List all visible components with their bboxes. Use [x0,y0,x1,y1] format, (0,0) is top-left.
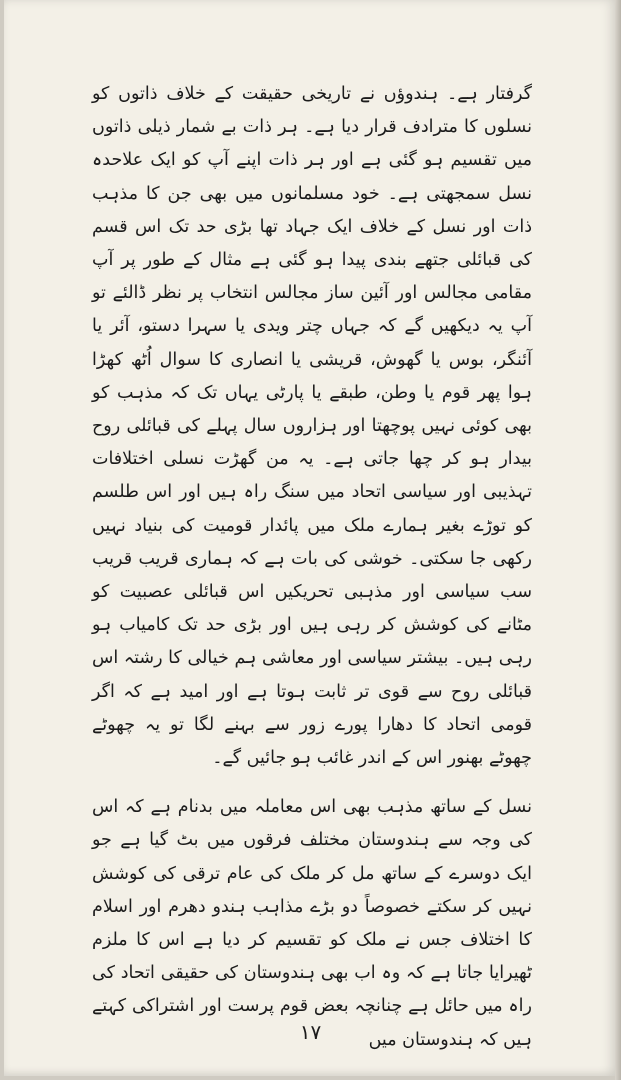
paragraph-2: نسل کے ساتھ مذہب بھی اس معاملہ میں بدنام ہے کہ اس کی وجہ سے ہندوستان مختلف فرقوں میں بٹ گیا ہے جو ایک دوسرے کے ساتھ مل کر ملک کی عام ترقی کی کوشش نہیں کر سکتے خصوصاً دو بڑے مذاہب ہندو دھرم اور اسلام کا اختلاف جس نے ملک کو تقسیم کر دیا ہے اس کا ملزم ٹھیرایا جاتا ہے کہ وہ اب بھی ہندوستان کی حقیقی اتحاد کی راہ میں حائل ہے چنانچہ بعض قوم پرست اور اشتراکی کہتے ہیں کہ ہندوستان میں [92,797,532,1050]
paragraph-1: گرفتار ہے۔ ہندوؤں نے تاریخی حقیقت کے خلاف ذاتوں کو نسلوں کا مترادف قرار دیا ہے۔ ہر ذات بے شمار ذیلی ذاتوں میں تقسیم ہو گئی ہے اور ہر ذات اپنے آپ کو ایک علاحدہ نسل سمجھتی ہے۔ خود مسلمانوں میں بھی جن کا مذہب ذات اور نسل کے خلاف ایک جہاد تھا بڑی حد تک اس قسم کی قبائلی جتھے بندی پیدا ہو گئی ہے مثال کے طور پر آپ مقامی مجالس اور آئین ساز مجالس انتخاب پر نظر ڈالئے تو آپ یہ دیکھیں گے کہ جہاں چتر ویدی یا سہرا دستو، آئر یا آئنگر، بوس یا گھوش، قریشی یا انصاری کا سوال اُٹھ کھڑا ہوا پھر قوم یا وطن، طبقے یا پارٹی یہاں تک کہ مذہب کو بھی کوئی نہیں پوچھتا اور ہزاروں سال پہلے کی قبائلی روح بیدار ہو کر چھا جاتی ہے۔ یہ من گھڑت نسلی اختلافات تہذیبی اور سیاسی اتحاد میں سنگ راہ ہیں اور اس طلسم کو توڑے بغیر ہمارے ملک میں پائدار قومیت کی بنیاد نہیں رکھی جا سکتی۔ خوشی کی بات ہے کہ ہماری قریب قریب سب سیاسی اور مذہبی تحریکیں اس قبائلی عصبیت کو مٹانے کی کوشش کر رہی ہیں اور بڑی حد تک کامیاب ہو رہی ہیں۔ بیشتر سیاسی اور معاشی ہم خیالی کا رشتہ اس قبائلی روح سے قوی تر ثابت ہوتا ہے اور امید ہے کہ اگر قومی اتحاد کا دھارا پورے زور سے بہنے لگا تو یہ چھوٹے چھوٹے بھنور اس کے اندر غائب ہو جائیں گے۔ [92,84,532,769]
page-edge-shadow [615,0,621,1080]
body-text [92,78,532,1057]
book-page [4,0,616,1076]
page-number: ۱۷ [299,1020,322,1044]
